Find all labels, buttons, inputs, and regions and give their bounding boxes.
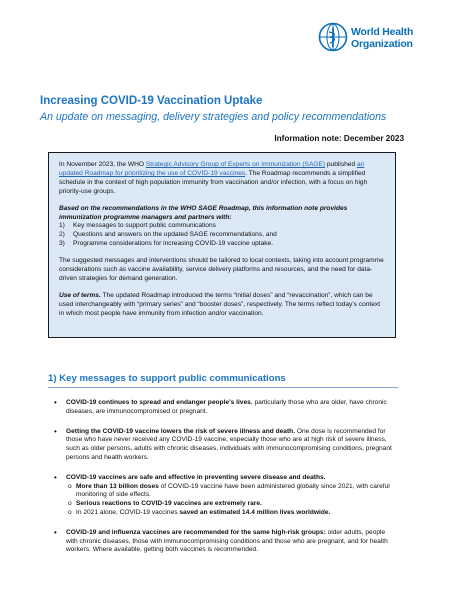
bullet-item xyxy=(48,474,398,518)
sub-bullet-bold: More than 13 billion doses xyxy=(76,482,159,490)
sub-bullet-text: In 2021 alone, COVID-19 vaccines xyxy=(76,508,180,516)
logo-text-line2: Organization xyxy=(351,38,413,50)
who-logo xyxy=(318,22,418,56)
information-note-date: Information note: December 2023 xyxy=(274,134,404,143)
summary-box xyxy=(48,152,396,338)
list-item xyxy=(59,222,385,231)
sub-bullet-item xyxy=(66,509,398,518)
document-title: Increasing COVID-19 Vaccination Uptake xyxy=(40,95,263,107)
section-heading: 1) Key messages to support public communications xyxy=(48,373,286,384)
purpose-list xyxy=(59,222,385,249)
bullet-icon: • xyxy=(54,426,57,436)
bullet-bold: COVID-19 and influenza vaccines are recommended for the same high-risk groups: xyxy=(66,528,326,536)
bullet-text: One dose is recommended for those who have never received any COVID-19 vaccine, especially those who are at high risk of severe illness, such as older persons, adults with chronic diseases, individuals with immunocompromising conditions, pregnant persons and health workers. xyxy=(66,427,392,461)
bullet-text: older adults, people with chronic diseases, those with immunocompromising conditions and those who are pregnant, and for health workers. Where available, getting both vaccines is recommended. xyxy=(66,528,388,554)
key-messages-list xyxy=(48,399,398,566)
bullet-item xyxy=(48,399,398,417)
terms-label: Use of terms. xyxy=(59,291,101,299)
sub-bullet-icon: o xyxy=(68,482,72,490)
list-number: 1) xyxy=(59,222,65,230)
sub-bullet-text: of COVID-19 vaccine have been administered globally since 2021, with careful monitoring of side effects. xyxy=(76,482,390,499)
sub-bullet-icon: o xyxy=(68,500,72,508)
list-text: Key messages to support public communications xyxy=(73,222,216,230)
list-number: 2) xyxy=(59,231,65,239)
bullet-bold: COVID-19 vaccines are safe and effective in preventing severe disease and deaths. xyxy=(66,473,326,481)
who-emblem-icon xyxy=(318,22,348,52)
sage-link[interactable]: Strategic Advisory Group of Experts on Immunization (SAGE) xyxy=(145,161,326,168)
sub-bullet-item xyxy=(66,483,398,501)
intro-text-end: . The Roadmap recommends a simplified schedule in the context of high population immunity from vaccination and/or infection, with a focus on high priority-use groups. xyxy=(59,169,368,195)
bullet-icon: • xyxy=(54,472,57,482)
terms-paragraph xyxy=(59,292,385,319)
bullet-item xyxy=(48,428,398,463)
bullet-icon: • xyxy=(54,398,57,407)
logo-text-line1: World Health xyxy=(351,26,414,38)
document-subtitle: An update on messaging, delivery strategies and policy recommendations xyxy=(40,111,387,123)
list-text: Questions and answers on the updated SAGE recommendations, and xyxy=(73,231,277,239)
bullet-bold: COVID-19 continues to spread and endanger people’s lives xyxy=(66,399,251,406)
roadmap-link[interactable]: an updated Roadmap for prioritizing the use of COVID-19 vaccines xyxy=(59,161,365,177)
bullet-bold: Getting the COVID-19 vaccine lowers the risk of severe illness and death. xyxy=(66,427,296,435)
intro-paragraph xyxy=(59,161,385,197)
sub-bullet-bold: Serious reactions to COVID-19 vaccines are extremely rare. xyxy=(76,500,262,508)
purpose-paragraph: Based on the recommendations in the WHO SAGE Roadmap, this information note provides immunization programme managers and partners with: xyxy=(59,204,348,221)
terms-text: The updated Roadmap introduced the terms “initial doses” and “revaccination”, which can be used interchangeably with “primary series” and “booster doses”, respectively. The terms reflect today’s context in which most people have immunity from infection and/or vaccination. xyxy=(59,291,381,317)
sub-bullet-icon: o xyxy=(68,508,72,516)
intro-text: In November 2023, the WHO xyxy=(59,161,146,168)
bullet-item xyxy=(48,529,398,555)
list-item xyxy=(59,231,385,240)
list-text: Programme considerations for increasing COVID-19 vaccine uptake. xyxy=(73,240,274,248)
intro-text-mid: published xyxy=(325,161,357,168)
bullet-icon: • xyxy=(54,527,57,537)
bullet-text: , particularly those who are older, have chronic diseases, are immunocompromised or pregnant. xyxy=(66,399,387,415)
list-number: 3) xyxy=(59,240,65,248)
sub-bullet-item xyxy=(66,500,398,509)
tailoring-paragraph: The suggested messages and interventions should be tailored to local contexts, taking into account programme considerations such as vaccine availability, service delivery platforms and resources, and the need for data-driven strategies for demand generation. xyxy=(59,257,384,282)
section-divider xyxy=(48,387,398,388)
list-item xyxy=(59,240,385,249)
sub-bullet-bold: saved an estimated 14.4 million lives worldwide. xyxy=(179,508,331,516)
